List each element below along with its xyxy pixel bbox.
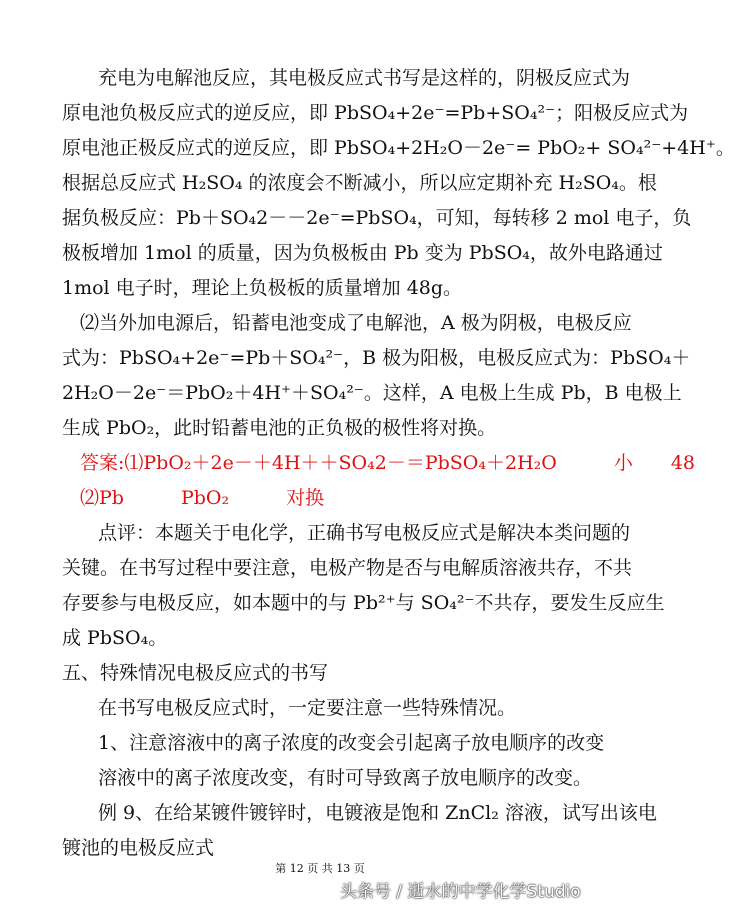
text-line: 原电池正极反应式的逆反应，即 PbSO₄+2H₂O－2e⁻= PbO₂+ SO₄²⁻+4H⁺。 xyxy=(62,137,735,159)
answer-line: 答案:⑴PbO₂＋2e－＋4H＋＋SO₄2－＝PbSO₄＋2H₂O 小 48 xyxy=(80,452,696,474)
text-line: 式为：PbSO₄+2e⁻=Pb＋SO₄²⁻，B 极为阳极，电极反应式为：PbSO₄＋ xyxy=(62,347,691,369)
text-line: 关键。在书写过程中要注意，电极产物是否与电解质溶液共存，不共 xyxy=(62,557,633,579)
text-line: 充电为电解池反应，其电极反应式书写是这样的，阴极反应式为 xyxy=(98,67,631,89)
subsection-heading: 1、注意溶液中的离子浓度的改变会引起离子放电顺序的改变 xyxy=(98,732,605,754)
answer-line: ⑵Pb PbO₂ 对换 xyxy=(80,487,325,509)
text-line: 根据总反应式 H₂SO₄ 的浓度会不断减小，所以应定期补充 H₂SO₄。根 xyxy=(62,172,657,194)
watermark-text: 头条号 / 逝水的中学化学Studio xyxy=(340,882,581,902)
text-line: 原电池负极反应式的逆反应，即 PbSO₄+2e⁻=Pb+SO₄²⁻；阳极反应式为 xyxy=(62,102,689,124)
page-footer: 第 12 页 共 13 页 xyxy=(275,862,365,875)
text-line: 生成 PbO₂，此时铅蓄电池的正负极的极性将对换。 xyxy=(62,417,497,439)
section-heading: 五、特殊情况电极反应式的书写 xyxy=(62,662,329,684)
text-line: 溶液中的离子浓度改变，有时可导致离子放电顺序的改变。 xyxy=(98,767,593,789)
text-line: 例 9、在给某镀件镀锌时，电镀液是饱和 ZnCl₂ 溶液，试写出该电 xyxy=(98,802,657,824)
text-line: 极板增加 1mol 的质量，因为负极板由 Pb 变为 PbSO₄，故外电路通过 xyxy=(62,242,663,264)
text-line: 1mol 电子时，理论上负极板的质量增加 48g。 xyxy=(62,277,463,299)
text-line: 成 PbSO₄。 xyxy=(62,627,168,649)
text-line: ⑵当外加电源后，铅蓄电池变成了电解池，A 极为阴极，电极反应 xyxy=(80,312,632,334)
text-line: 存要参与电极反应，如本题中的与 Pb²⁺与 SO₄²⁻不共存，要发生反应生 xyxy=(62,592,665,614)
text-line: 2H₂O－2e⁻＝PbO₂＋4H⁺＋SO₄²⁻。这样，A 电极上生成 Pb，B 电极上 xyxy=(62,382,682,404)
text-line: 据负极反应：Pb＋SO₄2－－2e⁻=PbSO₄，可知，每转移 2 mol 电子，负 xyxy=(62,207,692,229)
text-line: 在书写电极反应式时，一定要注意一些特殊情况。 xyxy=(98,697,517,719)
text-line: 镀池的电极反应式 xyxy=(62,837,215,859)
text-line: 点评：本题关于电化学，正确书写电极反应式是解决本类问题的 xyxy=(98,522,631,544)
